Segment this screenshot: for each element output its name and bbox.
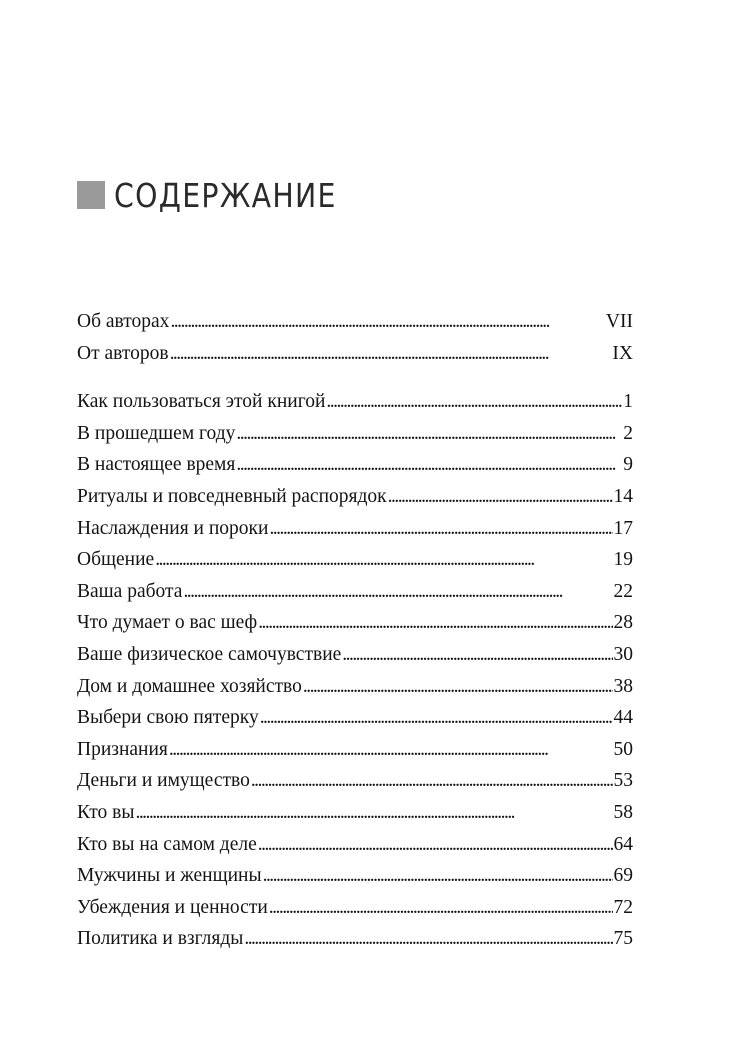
toc-dot-leader <box>269 892 613 924</box>
toc-dot-leader <box>263 860 613 892</box>
toc-entry-title: В прошедшем году <box>77 422 236 444</box>
toc-dot-leader <box>236 418 622 450</box>
toc-entry[interactable] <box>77 734 633 766</box>
toc-entry[interactable] <box>77 418 633 450</box>
toc-dot-leader <box>244 923 612 955</box>
toc-entry[interactable] <box>77 860 633 892</box>
toc-dot-leader <box>135 797 612 829</box>
toc-entry-page-number: VII <box>605 311 633 332</box>
toc-entry-page-number: IX <box>612 342 633 364</box>
toc-entry-page-number: 22 <box>613 580 633 602</box>
toc-entry[interactable] <box>77 639 633 671</box>
toc-entry-page-number: 72 <box>613 896 633 918</box>
toc-dot-leader <box>236 449 622 481</box>
toc-entry[interactable] <box>77 765 633 797</box>
toc-entry-title: Политика и взгляды <box>77 928 244 950</box>
toc-entry-page-number: 64 <box>613 833 633 855</box>
toc-entry[interactable] <box>77 306 633 338</box>
toc-dot-leader <box>260 702 613 734</box>
toc-entry[interactable] <box>77 892 633 924</box>
toc-entry-page-number: 2 <box>623 422 633 444</box>
toc-entry-title: Кто вы на самом деле <box>77 833 257 855</box>
toc-dot-leader <box>251 765 613 797</box>
toc-entry-page-number: 69 <box>613 865 633 887</box>
toc-entry-title: Об авторах <box>77 311 170 332</box>
toc-entry[interactable] <box>77 797 633 829</box>
toc-entry-title: Дом и домашнее хозяйство <box>77 675 302 697</box>
toc-dot-leader <box>303 671 613 703</box>
table-of-contents <box>77 306 633 955</box>
toc-entry-title: Деньги и имущество <box>77 770 250 792</box>
toc-entry-page-number: 17 <box>613 517 633 539</box>
toc-entry[interactable] <box>77 449 633 481</box>
toc-entry[interactable] <box>77 702 633 734</box>
toc-entry[interactable] <box>77 338 633 370</box>
toc-entry-page-number: 30 <box>613 643 633 665</box>
toc-entry-page-number: 58 <box>613 801 633 823</box>
toc-entry[interactable] <box>77 576 633 608</box>
toc-entry-page-number: 44 <box>613 707 633 729</box>
toc-entry-title: Мужчины и женщины <box>77 865 262 887</box>
page-title: СОДЕРЖАНИЕ <box>114 175 337 215</box>
toc-entry-title: Ваше физическое самочувствие <box>77 643 342 665</box>
toc-entry-page-number: 75 <box>613 928 633 950</box>
toc-entry-title: В настоящее время <box>77 454 236 476</box>
toc-dot-leader <box>170 306 604 338</box>
toc-entry-page-number: 9 <box>623 454 633 476</box>
toc-entry-title: Ритуалы и повседневный распорядок <box>77 485 387 507</box>
toc-chapters <box>77 386 633 955</box>
toc-entry-title: Выбери свою пятерку <box>77 707 259 729</box>
toc-entry-title: Убеждения и ценности <box>77 896 268 918</box>
toc-entry-page-number: 38 <box>613 675 633 697</box>
toc-dot-leader <box>183 576 612 608</box>
toc-entry-title: Общение <box>77 549 155 571</box>
toc-front-matter <box>77 306 633 369</box>
toc-dot-leader <box>258 829 613 861</box>
heading-square-icon <box>77 181 105 209</box>
toc-entry-title: Ваша работа <box>77 580 183 602</box>
contents-heading <box>77 170 373 220</box>
toc-dot-leader <box>155 544 612 576</box>
toc-dot-leader <box>326 386 622 418</box>
toc-entry[interactable] <box>77 671 633 703</box>
toc-entry-page-number: 28 <box>613 612 633 634</box>
toc-dot-leader <box>170 338 612 370</box>
toc-dot-leader <box>258 607 612 639</box>
toc-entry-title: От авторов <box>77 342 169 364</box>
toc-entry[interactable] <box>77 386 633 418</box>
toc-dot-leader <box>269 513 612 545</box>
toc-entry-page-number: 19 <box>613 549 633 571</box>
toc-entry-title: Как пользоваться этой книгой <box>77 391 326 413</box>
toc-entry-page-number: 53 <box>613 770 633 792</box>
toc-dot-leader <box>388 481 613 513</box>
toc-dot-leader <box>169 734 613 766</box>
toc-entry-title: Признания <box>77 738 168 760</box>
toc-entry[interactable] <box>77 513 633 545</box>
toc-entry[interactable] <box>77 923 633 955</box>
toc-entry-title: Кто вы <box>77 801 135 823</box>
toc-entry-title: Наслаждения и пороки <box>77 517 269 539</box>
toc-entry-title: Что думает о вас шеф <box>77 612 258 634</box>
toc-dot-leader <box>342 639 612 671</box>
toc-section-gap <box>77 369 633 386</box>
toc-entry[interactable] <box>77 607 633 639</box>
toc-entry-page-number: 50 <box>613 738 633 760</box>
toc-entry-page-number: 14 <box>613 485 633 507</box>
toc-entry[interactable] <box>77 829 633 861</box>
toc-entry-page-number: 1 <box>623 391 633 413</box>
toc-entry[interactable] <box>77 544 633 576</box>
toc-entry[interactable] <box>77 481 633 513</box>
